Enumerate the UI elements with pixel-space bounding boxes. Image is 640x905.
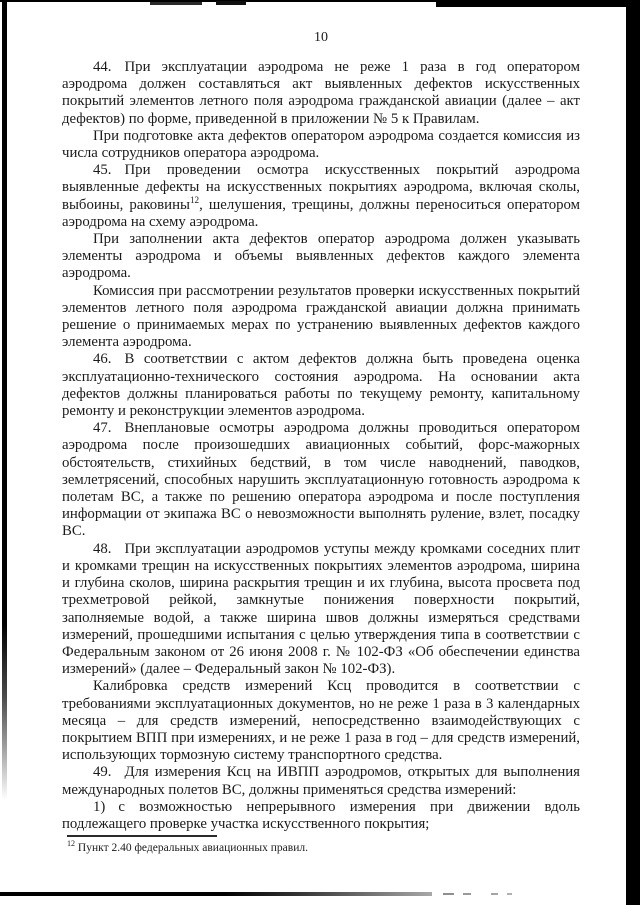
paragraph-44 (62, 59, 580, 128)
paragraph-49-item-1 (62, 799, 580, 833)
paragraph-number: 44. (93, 59, 112, 75)
scan-edge-bottom-dash (491, 893, 498, 895)
footnote-number: 12 (67, 839, 76, 849)
scan-edge-bottom-dash (463, 893, 471, 895)
scan-edge-top-dash (150, 2, 202, 5)
scan-edge-left (2, 0, 7, 800)
paragraph-text: с возможностью непрерывного измерения при движении вдоль подлежащего проверке участка искусственного покрытия; (62, 798, 580, 832)
paragraph-48 (62, 541, 580, 679)
paragraph-text: Комиссия при рассмотрении результатов проверки искусственных покрытий элементов летного поля аэродрома гражданской авиации должна принимать решение о принимаемых мерах по устранению выявленных дефектов каждого элемента аэродрома. (62, 282, 580, 351)
paragraph-text: В соответствии с актом дефектов должна быть проведена оценка эксплуатационно-технического состояния аэродрома. На основании акта дефектов должны планироваться работы по текущему ремонту, капитальному ремонту и реконструкции элементов аэродрома. (62, 351, 580, 420)
scan-edge-top-right (436, 0, 640, 7)
list-item-number: 1) (93, 798, 106, 815)
paragraph-text: Для измерения Ксц на ИВПП аэродромов, открытых для выполнения международных полетов ВС, должны применяться средства измерений: (62, 764, 580, 798)
paragraph-number: 48. (93, 540, 112, 557)
paragraph-text: При проведении осмотра искусственных покрытий аэродрома выявленные дефекты на искусственных покрытиях аэродрома, включая сколы, выбоины, раковины (62, 162, 580, 213)
paragraph-49 (62, 764, 580, 798)
footnote-reference: 12 (189, 194, 200, 205)
footnote-text (67, 841, 537, 855)
paragraph-number: 46. (93, 351, 112, 368)
scan-edge-right (626, 0, 640, 905)
paragraph-45-sub1 (62, 231, 580, 283)
scan-edge-top-dash (216, 1, 246, 5)
footnote-divider (67, 835, 217, 837)
paragraph-number: 49. (93, 764, 112, 781)
footnote-area (67, 835, 537, 855)
paragraph-text: Внеплановые осмотры аэродрома должны проводиться оператором аэродрома после произошедших авиационных событий, форс-мажорных обстоятельств, стихийных бедствий, в том числе наводнений, паводков, землетрясений, способных нарушить эксплуатационную готовность аэродрома к полетам ВС, а также по решению оператора аэродрома и после поступления информации от экипажа ВС о невозможности выполнять руление, взлет, посадку ВС. (62, 420, 580, 540)
paragraph-text: При эксплуатации аэродромов уступы между кромками соседних плит и кромками трещин на искусственных покрытиях элементов аэродрома, ширина и глубина сколов, ширина раскрытия трещин и их глубина, высота просвета под трехметровой рейкой, замкнутые понижения поверхности покрытий, заполняемые водой, а также ширина швов должны измеряться средствами измерений, прошедшими испытания с целью утверждения типа в соответствии с Федеральным законом от 26 июня 2008 г. № 102-ФЗ «Об обеспечении единства измерений» (далее – Федеральный закон № 102-ФЗ). (62, 540, 580, 678)
paragraph-46 (62, 351, 580, 420)
footnote-body: Пункт 2.40 федеральных авиационных правил. (77, 842, 308, 854)
paragraph-text: При подготовке акта дефектов оператором аэродрома создается комиссия из числа сотрудников оператора аэродрома. (62, 127, 580, 162)
scan-edge-bottom-dash (507, 893, 512, 895)
paragraph-text: Калибровка средств измерений Ксц проводится в соответствии с требованиями эксплуатационных документов, но не реже 1 раза в 3 календарных месяца – для средств измерений, непосредственно взаимодействующих с покрытием ВПП при измерениях, и не реже 1 раза в год – для средств измерений, использующих тормозную систему транспортного средства. (62, 678, 580, 764)
page-content (62, 30, 580, 833)
paragraph-text: При заполнении акта дефектов оператор аэродрома должен указывать элементы аэродрома и объемы выявленных дефектов каждого элемента аэродрома. (62, 231, 580, 282)
paragraph-number: 45. (93, 162, 112, 179)
paragraph-number: 47. (93, 420, 112, 437)
scan-edge-bottom (0, 892, 432, 896)
paragraph-44-sub (62, 128, 580, 162)
paragraph-45 (62, 162, 580, 231)
paragraph-47 (62, 420, 580, 540)
paragraph-text: , шелушения, трещины, должны переноситься оператором аэродрома на схему аэродрома. (62, 196, 580, 230)
scan-edge-bottom-dash (443, 893, 454, 895)
page-number: 10 (314, 30, 328, 45)
paragraph-45-sub2 (62, 283, 580, 352)
paragraph-text: При эксплуатации аэродрома не реже 1 раза в год оператором аэродрома должен составляться акт выявленных дефектов искусственных покрытий элементов летного поля аэродрома гражданской авиации (далее – акт дефектов) по форме, приведенной в приложении № 5 к Правилам. (62, 59, 580, 127)
paragraph-48-sub (62, 678, 580, 764)
